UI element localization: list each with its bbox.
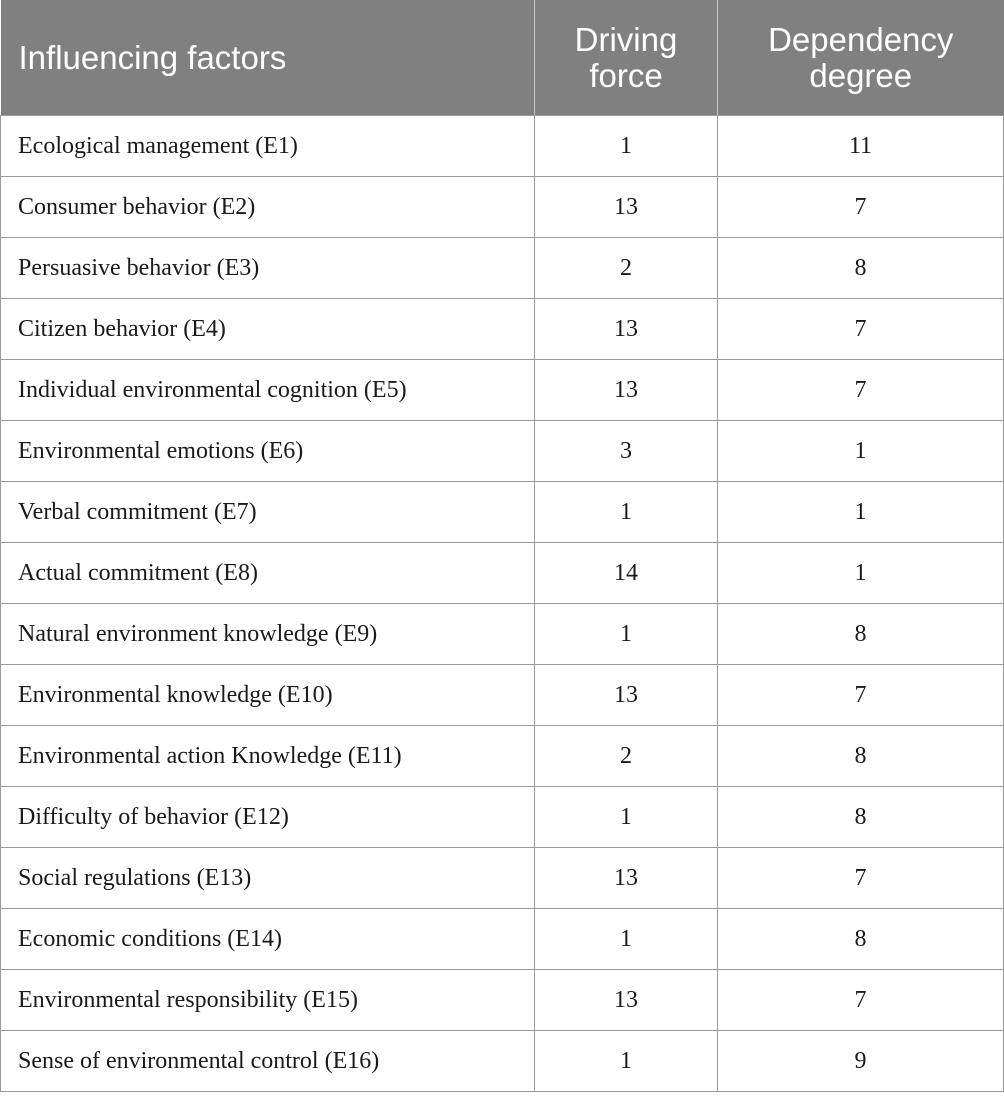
table-row	[1, 238, 1004, 299]
factor-cell: Environmental action Knowledge (E11)	[1, 726, 535, 787]
dependency-degree-cell: 7	[718, 970, 1004, 1031]
factor-cell: Natural environment knowledge (E9)	[1, 604, 535, 665]
driving-force-cell: 1	[535, 787, 718, 848]
table-row	[1, 116, 1004, 177]
factor-cell: Difficulty of behavior (E12)	[1, 787, 535, 848]
dependency-degree-cell: 8	[718, 604, 1004, 665]
factor-cell: Environmental knowledge (E10)	[1, 665, 535, 726]
table-row	[1, 726, 1004, 787]
factor-cell: Verbal commitment (E7)	[1, 482, 535, 543]
driving-force-cell: 2	[535, 726, 718, 787]
factor-cell: Economic conditions (E14)	[1, 909, 535, 970]
table-row	[1, 665, 1004, 726]
factor-cell: Social regulations (E13)	[1, 848, 535, 909]
driving-force-cell: 1	[535, 116, 718, 177]
driving-force-cell: 3	[535, 421, 718, 482]
driving-force-cell: 13	[535, 665, 718, 726]
factor-cell: Environmental responsibility (E15)	[1, 970, 535, 1031]
dependency-degree-cell: 7	[718, 665, 1004, 726]
table-row	[1, 482, 1004, 543]
table-row	[1, 360, 1004, 421]
factor-cell: Individual environmental cognition (E5)	[1, 360, 535, 421]
dependency-degree-cell: 7	[718, 299, 1004, 360]
header-row	[1, 0, 1004, 116]
header-dependency-degree-line1: Dependency	[768, 20, 954, 58]
table-row	[1, 299, 1004, 360]
driving-force-cell: 2	[535, 238, 718, 299]
factor-cell: Citizen behavior (E4)	[1, 299, 535, 360]
driving-force-cell: 14	[535, 543, 718, 604]
dependency-degree-cell: 9	[718, 1031, 1004, 1092]
factor-cell: Environmental emotions (E6)	[1, 421, 535, 482]
table-row	[1, 787, 1004, 848]
table-row	[1, 543, 1004, 604]
dependency-degree-cell: 1	[718, 543, 1004, 604]
table-row	[1, 1031, 1004, 1092]
driving-force-cell: 1	[535, 1031, 718, 1092]
table-row	[1, 909, 1004, 970]
header-driving-force-line1: Driving	[574, 20, 678, 58]
header-dependency-degree	[718, 0, 1004, 116]
table-row	[1, 970, 1004, 1031]
driving-force-cell: 1	[535, 909, 718, 970]
table-header	[1, 0, 1004, 116]
factor-cell: Sense of environmental control (E16)	[1, 1031, 535, 1092]
driving-force-cell: 1	[535, 604, 718, 665]
header-influencing-factors: Influencing factors	[1, 0, 535, 116]
driving-force-cell: 13	[535, 970, 718, 1031]
dependency-degree-cell: 7	[718, 360, 1004, 421]
dependency-degree-cell: 11	[718, 116, 1004, 177]
table-row	[1, 848, 1004, 909]
table-row	[1, 177, 1004, 238]
dependency-degree-cell: 8	[718, 726, 1004, 787]
header-driving-force	[535, 0, 718, 116]
dependency-degree-cell: 8	[718, 787, 1004, 848]
driving-force-cell: 13	[535, 177, 718, 238]
factor-cell: Persuasive behavior (E3)	[1, 238, 535, 299]
driving-force-cell: 13	[535, 299, 718, 360]
factor-cell: Ecological management (E1)	[1, 116, 535, 177]
dependency-degree-cell: 8	[718, 909, 1004, 970]
driving-force-cell: 13	[535, 360, 718, 421]
factor-cell: Actual commitment (E8)	[1, 543, 535, 604]
driving-force-cell: 13	[535, 848, 718, 909]
header-driving-force-line2: force	[589, 56, 663, 94]
table-body	[1, 116, 1004, 1092]
dependency-degree-cell: 7	[718, 177, 1004, 238]
factor-cell: Consumer behavior (E2)	[1, 177, 535, 238]
dependency-degree-cell: 1	[718, 421, 1004, 482]
table-row	[1, 421, 1004, 482]
driving-force-cell: 1	[535, 482, 718, 543]
header-dependency-degree-line2: degree	[809, 56, 913, 94]
dependency-degree-cell: 7	[718, 848, 1004, 909]
dependency-degree-cell: 1	[718, 482, 1004, 543]
table-row	[1, 604, 1004, 665]
dependency-degree-cell: 8	[718, 238, 1004, 299]
